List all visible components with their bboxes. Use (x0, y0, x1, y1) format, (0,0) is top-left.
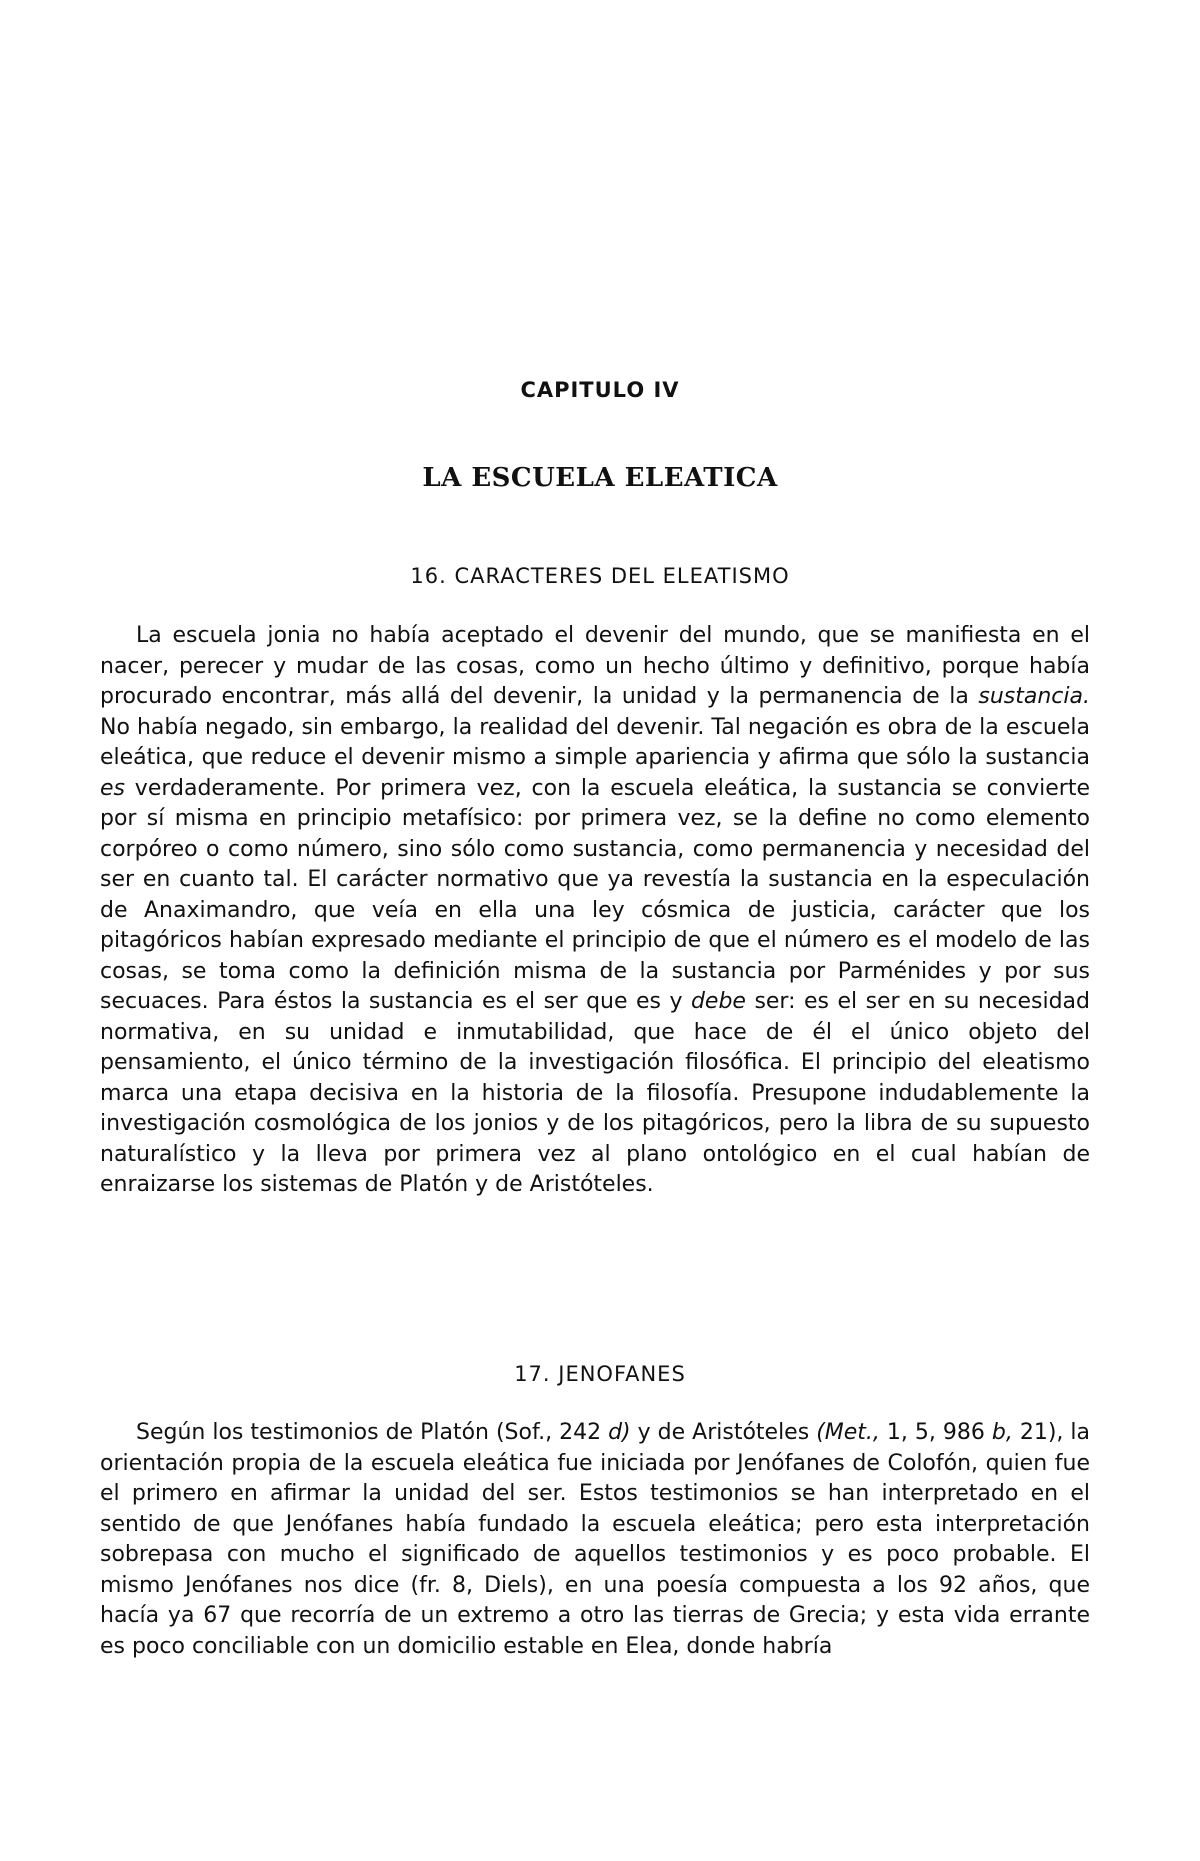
section-17-paragraph (100, 1418, 1090, 1662)
section-heading-17: 17. JENOFANES (514, 1362, 686, 1386)
italic-term: b, (991, 1420, 1013, 1445)
text-run: La escuela jonia no había aceptado el devenir del mundo, que se manifiesta en el nacer, perecer y mudar de las cosas, como un hecho último y definitivo, porque había procurado encontrar, más allá del devenir, la unidad y la permanencia de la (100, 623, 1090, 709)
text-run: No había negado, sin embargo, la realidad del devenir. Tal negación es obra de la escuela eleática, que reduce el devenir mismo a simple apariencia y afirma que sólo la sustancia (100, 714, 1090, 770)
text-run: 21), la orientación propia de la escuela eleática fue iniciada por Jenófanes de Colofón, quien fue el primero en afirmar la unidad del ser. Estos testimonios se han interpretado en el sentido de que Jenófanes había fundado la escuela eleática; pero esta interpretación sobrepasa con mucho el significado de aquellos testimonios y es poco probable. El mismo Jenófanes nos dice (fr. 8, Diels), en una poesía compuesta a los 92 años, que hacía ya 67 que recorría de un extremo a otro las tierras de Grecia; y esta vida errante es poco conciliable con un domicilio estable en Elea, donde habría (100, 1420, 1090, 1659)
italic-term: debe (690, 989, 746, 1014)
text-run: Según los testimonios de Platón (Sof., 242 (136, 1420, 609, 1445)
italic-term: es (100, 775, 125, 801)
italic-term: d) (608, 1420, 631, 1445)
text-run: verdaderamente. Por primera vez, con la escuela eleática, la sustancia se convierte por sí misma en principio metafísico: por primera vez, se la define no como elemento corpóreo o como número, sino sólo como sustancia, como permanencia y necesidad del ser en cuanto tal. El carácter normativo que ya revestía la sustancia en la especulación de Anaximandro, que veía en ella una ley cósmica de justicia, carácter que los pitagóricos habían expresado mediante el principio de que el número es el modelo de las cosas, se toma como la definición misma de la sustancia por Parménides y por sus secuaces. Para éstos la sustancia es el ser que es y (100, 775, 1090, 1014)
section-heading-16: 16. CARACTERES DEL ELEATISMO (410, 564, 790, 588)
italic-term: (Met., (816, 1420, 880, 1445)
text-run: 1, 5, 986 (879, 1420, 992, 1445)
section-16-paragraph (100, 621, 1090, 1201)
chapter-label: CAPITULO IV (520, 378, 680, 402)
text-run: ser: es el ser en su necesidad normativa, en su unidad e inmutabilidad, que hace de él el único objeto del pensamiento, el único término de la investigación filosófica. El principio del eleatismo marca una etapa decisiva en la historia de la filosofía. Presupone indudablemente la investigación cosmológica de los jonios y de los pitagóricos, pero la libra de su supuesto naturalístico y la lleva por primera vez al plano ontológico en el cual habían de enraizarse los sistemas de Platón y de Aristóteles. (100, 989, 1090, 1197)
chapter-title: LA ESCUELA ELEATICA (422, 463, 778, 493)
text-run: y de Aristóteles (630, 1420, 817, 1445)
italic-term: sustancia. (978, 684, 1090, 709)
